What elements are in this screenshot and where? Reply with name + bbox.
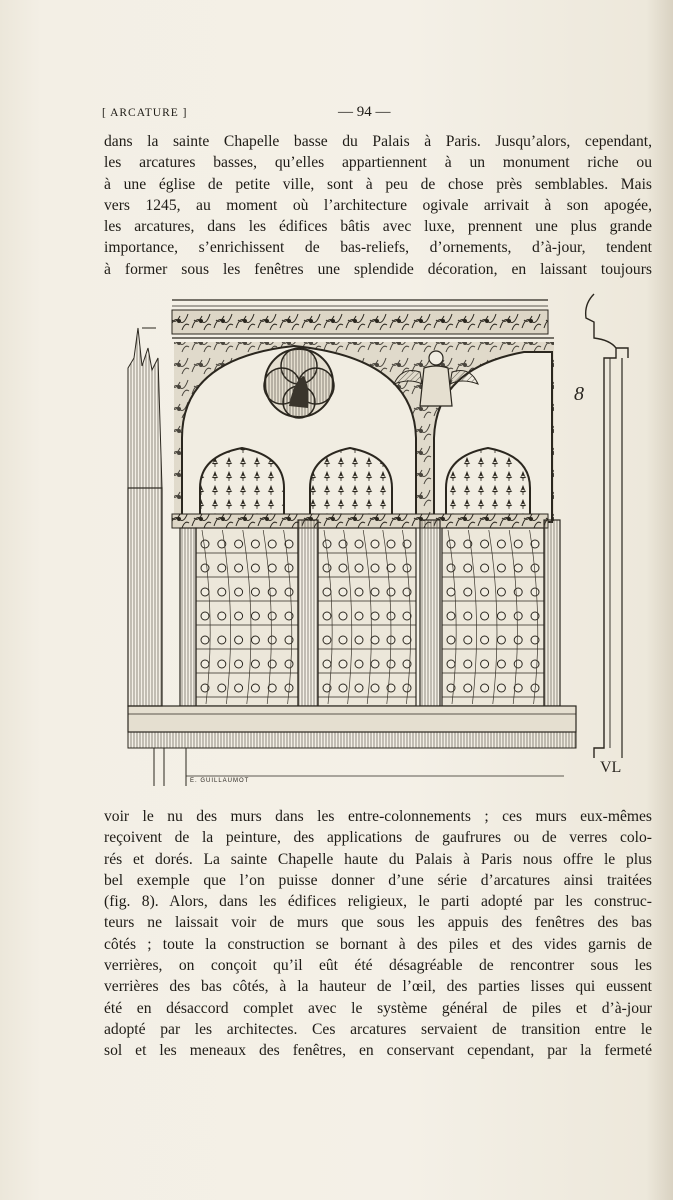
painted-panels [196,528,544,706]
text-line: les arcatures basses, qu’elles appartiennent à un monument riche ou [104,154,652,172]
text-line: reçoivent de la peinture, des applications de gaufrures ou de verres colo- [104,829,652,847]
text-line: voir le nu des murs dans les entre-colonnements ; ces murs eux-mêmes [104,808,652,825]
text-line: teurs ne laissait voir de murs que sous les appuis des fenêtres des bas [104,914,652,932]
text-line: à former sous les fenêtres une splendide décoration, en laissant toujours [104,260,652,278]
text-line: côtés ; toute la construction se bornant à des piles et des vides garnis de [104,935,652,953]
text-line: à une église de petite ville, sont à peu de chose près semblables. Mais [104,175,652,193]
text-line: bel exemple que l’on puisse donner d’une série d’arcatures ainsi traitées [104,871,652,889]
text-line: adopté par les architectes. Ces arcatures servaient de transition entre le [104,1020,652,1038]
right-section-profile [586,294,628,758]
text-line: importance, s’enrichissent de bas-reliefs, d’ornements, d’à-jour, tendent [104,239,652,257]
left-side-column [128,328,162,706]
text-line: verrières, on conçoit qu’il eût été désagréable de rencontrer sous les [104,957,652,975]
page-number: — 94 — [338,104,391,120]
arcature-engraving-figure [124,288,644,790]
text-line: vers 1245, au moment où l’architecture ogivale arrivait à son apogée, [104,196,652,214]
page-header [102,104,652,124]
arcature-engraving [124,288,644,790]
capitals [172,514,548,528]
text-line: été en désaccord complet avec le système général de piles et d’à-jour [104,999,652,1017]
text-line: sol et les meneaux des fenêtres, en conservant cependant, par la fermeté [104,1042,652,1060]
running-head: [ ARCATURE ] [102,107,188,119]
paragraph-top [104,131,652,280]
lancet-arches [200,448,530,520]
cornice [172,300,554,338]
engraver-signature: E. GUILLAUMOT [190,778,250,784]
text-line: verrières des bas côtés, à la hauteur de l’œil, des parties lisses qui eussent [104,978,652,996]
text-line: les arcatures, dans les édifices bâtis avec luxe, prennent une plus grande [104,218,652,236]
text-line: rés et dorés. La sainte Chapelle haute du Palais à Paris nous offre le plus [104,850,652,868]
quatrefoil-medallion [264,348,334,418]
paragraph-bottom [104,806,652,1062]
figure-label: 8 [574,383,584,405]
plinth [128,706,576,786]
artist-monogram: VL [600,759,622,776]
text-line: (fig. 8). Alors, dans les édifices religieux, le parti adopté par les construc- [104,893,652,911]
text-line: dans la sainte Chapelle basse du Palais à Paris. Jusqu’alors, cependant, [104,133,652,150]
